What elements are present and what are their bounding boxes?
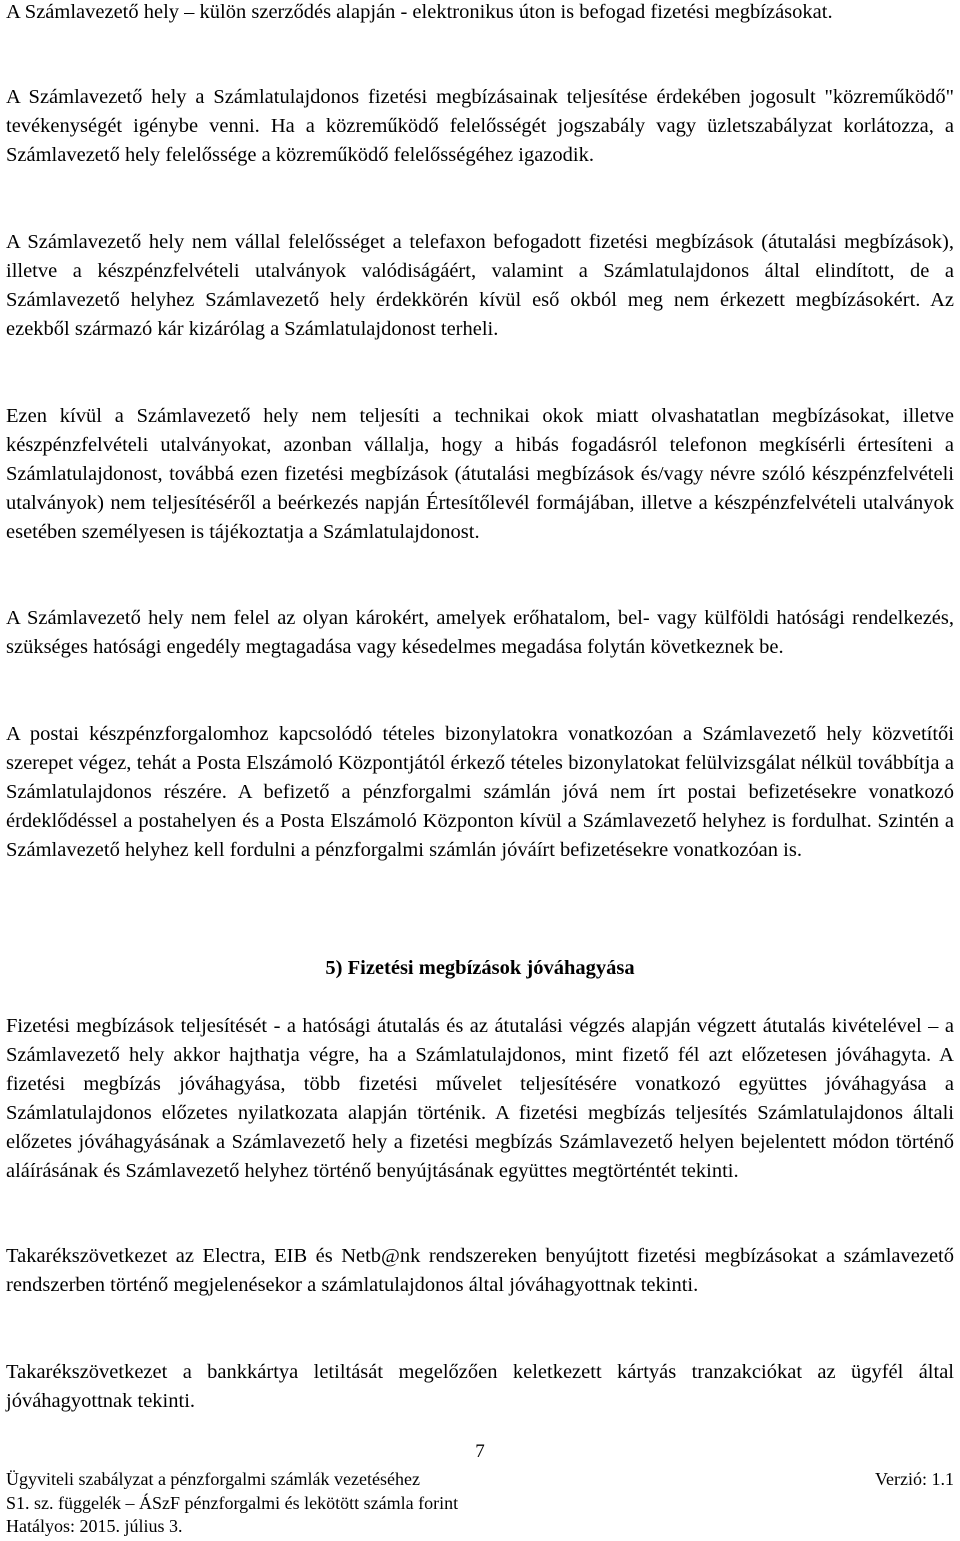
footer-effective-date: Hatályos: 2015. július 3.	[6, 1516, 183, 1536]
section-heading: 5) Fizetési megbízások jóváhagyása	[325, 957, 635, 979]
footer-document-title: Ügyviteli szabályzat a pénzforgalmi számlák vezetéséhez	[6, 1469, 420, 1489]
paragraph-approval: Fizetési megbízások teljesítését - a hatósági átutalás és az átutalási végzés alapján végzett átutalás kivételével – a Számlavezető hely akkor hajthatja végre, ha a Számlatulajdonos, mint fizető fél azt előzetesen jóváhagyta. A fizetési megbízás jóváhagyása, több fizetési művelet teljesítésére vonatkozó együttes jóváhagyása a Számlatulajdonos előzetes nyilatkozata alapján történik. A fizetési megbízás teljesítés Számlatulajdonos általi előzetes jóváhagyásának a Számlavezető hely a fizetési megbízás Számlavezető helyen bejelentett módon történő aláírásának és Számlavezető helyhez történő benyújtásának együttes megtörténtét tekinti.	[6, 1015, 954, 1182]
paragraph-electronic-systems: Takarékszövetkezet az Electra, EIB és Netb@nk rendszereken benyújtott fizetési megbízásokat a számlavezető rendszerben történő megjelenésekor a számlatulajdonos által jóváhagyottnak tekinti.	[6, 1245, 954, 1296]
footer-appendix: S1. sz. függelék – ÁSzF pénzforgalmi és lekötött számla forint	[6, 1492, 459, 1513]
page-footer	[6, 1468, 954, 1539]
paragraph-postal-cash: A postai készpénzforgalomhoz kapcsolódó tételes bizonylatokra vonatkozóan a Számlavezető hely közvetítői szerepet végez, tehát a Posta Elszámoló Központjától érkező tételes bizonylatokat felülvizsgálat nélkül továbbítja a Számlatulajdonos részére. A befizető a pénzforgalmi számlán jóvá nem írt postai befizetésekre vonatkozó érdeklődéssel a postahelyen és a Posta Elszámoló Központon kívül a Számlavezető helyhez is fordulhat. Szintén a Számlavezető helyhez kell fordulni a pénzforgalmi számlán jóváírt befizetésekre vonatkozóan is.	[6, 723, 954, 861]
footer-version: Verzió: 1.1	[875, 1469, 954, 1489]
paragraph-electronic-orders: A Számlavezető hely – külön szerződés alapján - elektronikus úton is befogad fizetési megbízásokat.	[6, 1, 833, 23]
paragraph-force-majeure: A Számlavezető hely nem felel az olyan károkért, amelyek erőhatalom, bel- vagy külföldi hatósági rendelkezés, szükséges hatósági engedély megtagadása vagy késedelmes megadása folytán következnek be.	[6, 607, 954, 658]
paragraph-fax-liability: A Számlavezető hely nem vállal felelősséget a telefaxon befogadott fizetési megbízások (átutalási megbízások), illetve a készpénzfelvételi utalványok valódiságáért, valamint a Számlatulajdonos által elindított, de a Számlavezető helyhez Számlavezető hely érdekkörén kívül eső okból meg nem érkezett megbízásokért. Az ezekből származó kár kizárólag a Számlatulajdonost terheli.	[6, 231, 954, 340]
paragraph-intermediary: A Számlavezető hely a Számlatulajdonos fizetési megbízásainak teljesítése érdekében jogosult "közreműködő" tevékenységét igénybe venni. Ha a közreműködő felelősségét jogszabály vagy üzletszabályzat korlátozza, a Számlavezető hely felelőssége a közreműködő felelősségéhez igazodik.	[6, 86, 954, 166]
paragraph-illegible-orders: Ezen kívül a Számlavezető hely nem teljesíti a technikai okok miatt olvashatatlan megbízásokat, illetve készpénzfelvételi utalványokat, azonban vállalja, hogy a hibás fogadásról telefonon megkísérli értesíteni a Számlatulajdonost, továbbá ezen fizetési megbízások (átutalási megbízások és/vagy névre szóló készpénzfelvételi utalványok) nem teljesítéséről a beérkezés napján Értesítőlevél formájában, illetve a készpénzfelvételi utalványok esetében személyesen is tájékoztatja a Számlatulajdonost.	[6, 405, 954, 543]
footer-row-1	[6, 1468, 954, 1492]
paragraph-card-block: Takarékszövetkezet a bankkártya letiltását megelőzően keletkezett kártyás tranzakciókat az ügyfél által jóváhagyottnak tekinti.	[6, 1361, 954, 1412]
page-number: 7	[475, 1441, 485, 1462]
